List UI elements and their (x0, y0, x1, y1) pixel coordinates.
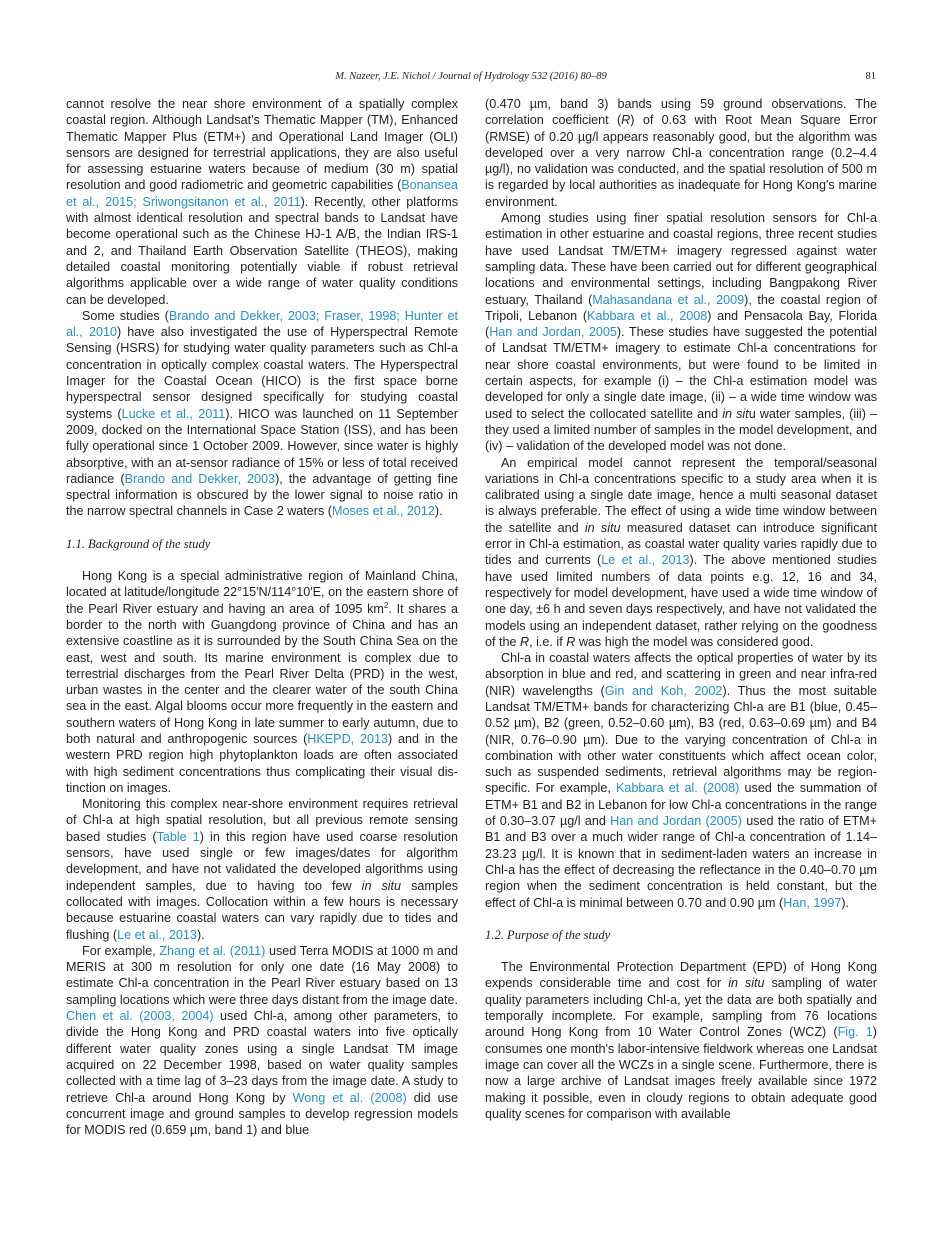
text: An empirical model cannot represent the temporal/seasonal variations in Chl-a concentrations specific to a study area when it is calibrated using a single date image, hence a multi seasonal dataset is always preferable. The effect of using a wide time window between the satellite and (485, 455, 877, 535)
text: was high the model was considered good. (575, 634, 814, 649)
italic-text: R (621, 113, 631, 128)
citation-link[interactable]: Wong et al. (2008) (292, 1090, 407, 1105)
text: used the summation of ETM+ B1 and B2 in Lebanon for low Chl-a concentrations in the range of 0.30–3.07 µg/l and (485, 781, 877, 829)
text: For example, (82, 943, 160, 958)
right-column (485, 96, 877, 1122)
text: cannot resolve the near shore environment of a spatially complex coastal region. Although Landsat's Thematic Mapper (TM), Enhanced Thematic Mapper Plus (ETM+) and Operational Land Imager (OLI) sensors are designed for terrestrial applications, they are also useful for assessing estuarine waters because of medium (30 m) spatial resolution and good radiometric and geometric capabilities ( (66, 97, 458, 193)
paragraph (485, 650, 877, 911)
paragraph (66, 96, 458, 308)
italic-text: R (566, 634, 576, 649)
text: ). These studies have suggested the potential of Landsat TM/ETM+ imagery to estimate Chl-a concentrations for near shore coastal environments, but were found to be limited in certain aspects, for example (i) – the Chl-a estimation model was developed for only a single date image, (ii) – a wide time window was used to select the collocated satellite and (485, 325, 877, 421)
section-heading-1-2: 1.2. Purpose of the study (485, 927, 611, 942)
text: ) and in the western PRD region high phytoplankton loads are often associated with high sediment concentrations thus complicating their visual distinction on images. (66, 731, 459, 795)
paragraph (66, 308, 458, 520)
citation-link[interactable]: Lucke et al., 2011 (121, 406, 226, 421)
text: ), the coastal region of Tripoli, Lebanon ( (485, 292, 878, 323)
text: Hong Kong is a special administrative region of Mainland China, located at latitude/longitude 22°15′N/114°10′E, on the eastern shore of the Pearl River estuary and having an area of 1095 km (66, 569, 458, 616)
paragraph (66, 796, 458, 943)
paragraph (485, 210, 877, 454)
citation-link[interactable]: Le et al., 2013 (601, 553, 690, 568)
text: Among studies using finer spatial resolution sensors for Chl-a estimation in other estuarine and coastal regions, three recent studies have used Landsat TM/ETM+ imagery regressed against water sampling data. These have been carried out for different geographical locations and environmental settings, including Bangpakong River estuary, Thailand ( (485, 211, 877, 307)
superscript: 2 (383, 600, 389, 610)
citation-link[interactable]: Brando and Dekker, 2003; Fraser, 1998; Hunter et al., 2010 (66, 308, 458, 340)
paragraph (485, 959, 877, 1122)
citation-link[interactable]: Han and Jordan, 2005 (489, 325, 617, 340)
text: ). The above mentioned studies have used limited numbers of data points e.g. 12, 16 and 34, respectively for model development, have used a wide time window of one day, ±6 h and seven days respectively, and have not validated the models using an independent dataset, rather relying on the goodness of the (485, 553, 877, 649)
italic-text: in sit (722, 406, 749, 421)
italic-text: in situ (728, 976, 765, 991)
paragraph (485, 455, 877, 651)
text: ) and Pensacola Bay, Florida ( (485, 308, 878, 340)
citation-link[interactable]: Chen et al. (2003, 2004) (66, 1009, 214, 1024)
text: u water samples, (iii) – they used a limited number of samples in the model development, and (iv) – validation of the developed model was not done. (485, 406, 877, 454)
text: used Chl-a, among other parameters, to divide the Hong Kong and PRD coastal waters into five optically different water quality zones using a single Landsat TM image acquired on 22 December 1998, based on water quality samples collected with a time lag of 3–23 days from the image date. A study to retrieve Chl-a around Hong Kong by (66, 1009, 458, 1105)
text: (0.470 µm, band 3) bands using 59 ground observations. The correlation coefficient ( (485, 97, 877, 128)
italic-text: in situ (361, 878, 402, 893)
text: used the ratio of ETM+ B1 and B3 over a much wider range of Chl-a concentration of 1.14–23.23 µg/l. It is known that in sediment-laden waters an increase in Chl-a has the effect of decreasing the reflectance in the 0.40–0.70 µm region when the sediment concentration is held constant, but the effect of Chl-a is minimal between 0.70 and 0.90 µm ( (485, 814, 877, 910)
citation-link[interactable]: Han, 1997 (783, 895, 842, 910)
text: used Terra MODIS at 1000 m and MERIS at 300 m resolution for only one date (16 May 2008) to estimate Chl-a concentration in the Pearl River estuary based on 13 sampling locations which were three days distant from the image date. (66, 943, 459, 1007)
paragraph (66, 568, 458, 796)
citation-link[interactable]: Zhang et al. (2011) (159, 943, 266, 958)
text: ). HICO was launched on 11 September 2009, docked on the International Space Station (ISS), and has been fully operational since 1 October 2009. However, since water is highly absorptive, with an at-sensor radiance of 15% or less of total received radiance ( (66, 406, 459, 486)
page-number: 81 (865, 71, 876, 82)
journal-citation: M. Nazeer, J.E. Nichol / Journal of Hydrology 532 (2016) 80–89 (335, 71, 607, 82)
figure-link[interactable]: Fig. 1 (837, 1025, 873, 1040)
text: ). Recently, other platforms with almost identical resolution and spectral bands to Landsat have become operational such as the Chinese HJ-1 A/B, the Indian IRS-1 and 2, and Thailand Earth Observation Satellite (THEOS), making detailed coastal monitoring potentially viable if robust retrieval algorithms applicable over a wide range of water quality conditions can be developed. (66, 194, 459, 307)
text: ) of 0.63 with Root Mean Square Error (RMSE) of 0.20 µg/l appears reasonably good, but the algorithm was developed over a very narrow Chl-a concentration range (0.2–4.4 µg/l), no validation was conducted, and the spatial resolution of 500 m is regarded by local authorities as inadequate for Hong Kong's marine environment. (485, 113, 878, 209)
text: ) consumes one month's labor-intensive fieldwork whereas one Landsat image can cover all the WCZs in a single scene. Furthermore, there is now a large archive of Landsat images freely available since 1972 making it possible, even in cloudy regions to obtain adequate good quality scenes for comparison with available (485, 1025, 877, 1121)
text: did use concurrent image and ground samples to develop regression models for MODIS red (0.659 µm, band 1) and blue (66, 1090, 458, 1138)
text: ). Thus the most suitable Landsat TM/ETM+ bands for characterizing Chl-a are B1 (blue, 0.45–0.52 µm), B2 (green, 0.52–0.60 µm), B3 (red, 0.63–0.69 µm) and B4 (NIR, 0.76–0.90 µm). Due to the varying concentration of Chl-a in combination with other water constituents which affect ocean color, such as suspended sediments, retrieval algorithms may be region-specific. For example, (485, 683, 877, 796)
text: ), the advantage of getting fine spectral information is obscured by the lower signal to noise ratio in the narrow spectral channels in Case 2 waters ( (66, 471, 458, 519)
text: Monitoring this complex near-shore environment requires retrieval of Chl-a at high spatial resolution, but all previous remote sensing based studies ( (66, 797, 458, 844)
text: Chl-a in coastal waters affects the optical properties of water by its absorption in blue and red, and scattering in green and near infra-red (NIR) wavelengths ( (485, 651, 877, 698)
italic-text: in situ (584, 520, 621, 535)
paragraph (485, 96, 877, 210)
text: ) have also investigated the use of Hyperspectral Remote Sensing (HSRS) for studying water quality parameters such as Chl-a concentration in optically complex coastal waters. The Hyperspectral Imager for the Coastal Ocean (HICO) is the first space borne hyperspectral sensor designed specifically for studying coastal systems ( (66, 325, 458, 421)
text: ) in this region have used coarse resolution sensors, have used single or few images/dates for algorithm development, and have not validated the developed algorithms using independent samples, due to having too few (66, 829, 458, 893)
citation-link[interactable]: Gin and Koh, 2002 (604, 683, 723, 698)
text: . It shares a border to the north with Guangdong province of China and has an extensive coastline as it is surrounded by the South China Sea on the east, west and south. Its marine environment is complex due to terrestrial discharges from the Pearl River Delta (PRD) in the west, urban wastes in the center and the clearer water of the south China sea in the east. Algal blooms occur more frequently in the eastern and southern waters of Hong Kong in late summer to early autumn, due to both natural and anthropogenic sources ( (66, 601, 458, 746)
citation-link[interactable]: Han and Jordan (2005) (610, 814, 742, 829)
italic-text: R (520, 634, 530, 649)
text: samples collocated with images. Collocation within a few hours is necessary because estuarine coastal waters can vary rapidly due to tides and flushing ( (66, 878, 458, 942)
text: measured dataset can introduce significant error in Chl-a estimation, as coastal water quality varies rapidly due to tides and currents ( (485, 520, 878, 568)
text: ). (196, 927, 205, 942)
citation-link[interactable]: Le et al., 2013 (117, 927, 197, 942)
text: The Environmental Protection Department (EPD) of Hong Kong expends considerable time and cost for (485, 960, 877, 991)
left-column (66, 96, 458, 1138)
citation-link[interactable]: Kabbara et al., 2008 (587, 308, 708, 323)
table-link[interactable]: Table 1 (156, 829, 200, 844)
running-header (66, 71, 876, 87)
citation-link[interactable]: Bonansea et al., 2015; Sriwongsitanon et al., 2011 (66, 178, 458, 209)
paragraph (66, 943, 458, 1139)
text: Some studies ( (82, 308, 169, 323)
citation-link[interactable]: Kabbara et al. (2008) (616, 781, 740, 796)
citation-link[interactable]: Moses et al., 2012 (332, 504, 435, 519)
citation-link[interactable]: HKEPD, 2013 (307, 731, 389, 746)
text: ). (434, 504, 443, 519)
text: , i.e. if (529, 634, 567, 649)
text: sampling of water quality parameters including Chl-a, yet the data are both spatially and temporally incomplete. For example, sampling from 76 locations around Hong Kong from 10 Water Control Zones (WCZ) ( (485, 976, 877, 1040)
text: ). (841, 895, 850, 910)
section-heading-1-1: 1.1. Background of the study (66, 536, 211, 551)
citation-link[interactable]: Mahasandana et al., 2009 (592, 292, 745, 307)
citation-link[interactable]: Brando and Dekker, 2003 (124, 471, 276, 486)
